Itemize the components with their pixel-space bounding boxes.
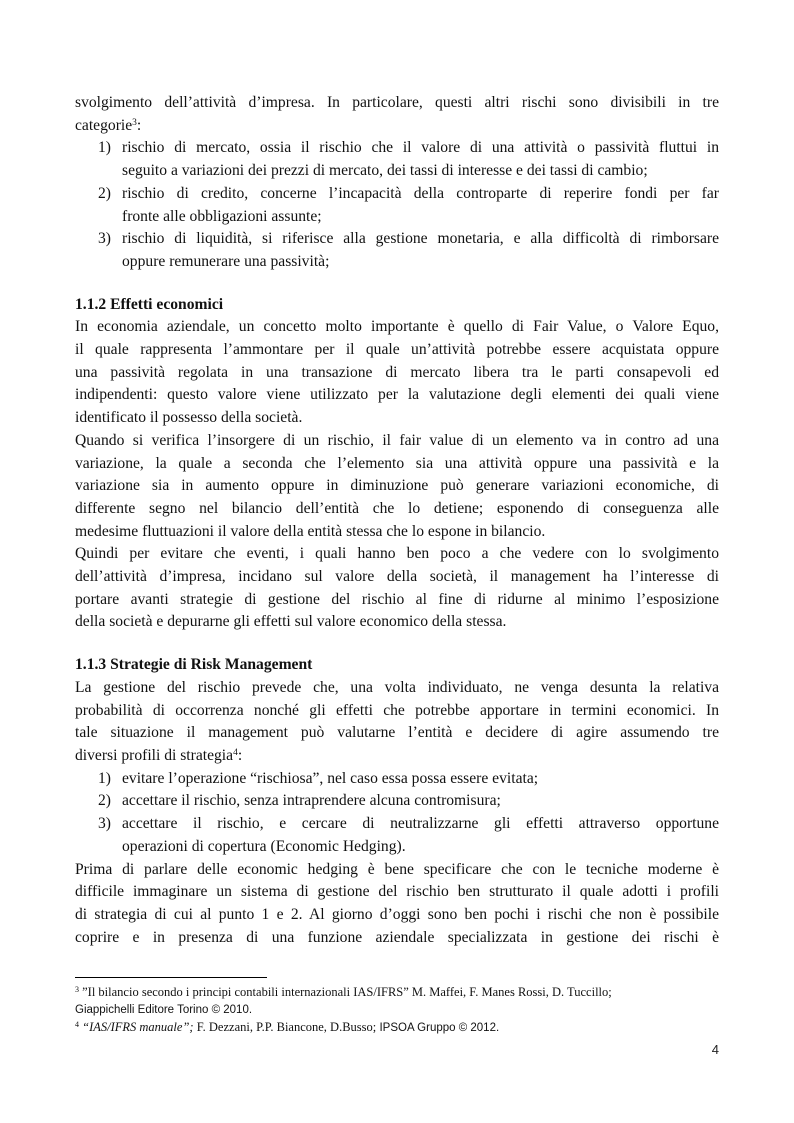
text-line: una passività regolata in una transazione di mercato libera tra le parti consapevoli ed (75, 363, 719, 381)
text-line: evitare l’operazione “rischiosa”, nel caso essa possa essere evitata; (122, 769, 539, 787)
text-line: Quindi per evitare che eventi, i quali hanno ben poco a che vedere con lo svolgimento (75, 545, 719, 563)
text-line (75, 745, 719, 768)
text-line: seguito a variazioni dei prezzi di mercato, dei tassi di interesse e dei tassi di cambio; (122, 162, 648, 180)
list-item (75, 183, 719, 228)
text-line: oppure remunerare una passività; (122, 252, 330, 270)
footnote-text: F. Dezzani, P.P. Biancone, D.Busso; (193, 1020, 377, 1034)
list-item (75, 228, 719, 273)
text-line: accettare il rischio, e cercare di neutralizzarne gli effetti attraverso opportune (122, 815, 719, 833)
text-line: di strategia di cui al punto 1 e 2. Al giorno d’oggi sono ben pochi i rischi che non è possibile (75, 905, 719, 923)
footnotes (75, 977, 719, 1037)
section-heading-1-1-2: 1.1.2 Effetti economici (75, 295, 224, 313)
intro-paragraph (75, 92, 719, 137)
footnote-ref-4[interactable]: 4 (233, 747, 238, 758)
text-line: difficile immaginare un sistema di gestione del rischio ben strutturato il quale adotti i profili (75, 883, 719, 901)
footnote-ref-3[interactable]: 3 (132, 117, 137, 128)
spacer (75, 634, 719, 654)
list-item (75, 137, 719, 182)
footnote-separator (75, 977, 267, 978)
text-line: Quando si verifica l’insorgere di un rischio, il fair value di un elemento va in contro ad una (75, 431, 719, 449)
list-number: 1) (98, 769, 111, 787)
footnote-text: IPSOA Gruppo © 2012. (376, 1022, 500, 1034)
paragraph (75, 859, 719, 950)
text-line: tale situazione il management può valutarne l’entità e decidere di agire assumendo tre (75, 724, 719, 742)
footnote-3 (75, 984, 719, 1019)
spacer (75, 274, 719, 294)
text-line: accettare il rischio, senza intraprendere alcuna contromisura; (122, 792, 501, 810)
text-span: : (136, 116, 142, 134)
paragraph (75, 543, 719, 634)
footnote-title: “IAS/IFRS manuale”; (82, 1020, 194, 1034)
footnote-4 (75, 1019, 719, 1037)
paragraph (75, 677, 719, 768)
text-line: In economia aziendale, un concetto molto importante è quello di Fair Value, o Valore Equo, (75, 318, 719, 336)
footnote-marker: 4 (75, 1020, 79, 1029)
text-line: La gestione del rischio prevede che, una volta individuato, ne venga desunta la relativa (75, 678, 719, 696)
list-number: 3) (98, 815, 111, 833)
text-line: rischio di liquidità, si riferisce alla gestione monetaria, e alla difficoltà di rimborsare (122, 230, 719, 248)
text-line: il quale rappresenta l’ammontare per il quale un’attività potrebbe essere acquistata oppure (75, 341, 719, 359)
text-line: Prima di parlare delle economic hedging è bene specificare che con le tecniche moderne è (75, 860, 719, 878)
footnote-marker: 3 (75, 985, 79, 994)
risk-list (75, 137, 719, 273)
text-line: rischio di mercato, ossia il rischio che il valore di una attività o passività fluttui in (122, 139, 719, 157)
paragraph (75, 316, 719, 430)
list-number: 2) (98, 184, 111, 202)
page-body (75, 92, 719, 949)
list-number: 2) (98, 792, 111, 810)
text-line: indipendenti: questo valore viene utilizzato per la valutazione degli elementi dei quali viene (75, 386, 719, 404)
paragraph (75, 430, 719, 544)
text-line: identificato il possesso della società. (75, 409, 303, 427)
section-heading-1-1-3: 1.1.3 Strategie di Risk Management (75, 656, 313, 674)
footnote-text: Giappichelli Editore Torino © 2010. (75, 1004, 253, 1016)
text-line: operazioni di copertura (Economic Hedging). (122, 837, 406, 855)
text-line (75, 115, 719, 138)
list-item (75, 768, 719, 791)
text-line: medesime fluttuazioni il valore della entità stessa che lo espone in bilancio. (75, 522, 546, 540)
page-number: 4 (711, 1042, 719, 1057)
text-span: categorie (75, 116, 133, 134)
text-line: della società e depurarne gli effetti sul valore economico della stessa. (75, 613, 507, 631)
text-line: coprire e in presenza di una funzione aziendale specializzata in gestione dei rischi è (75, 928, 719, 946)
text-line: svolgimento dell’attività d’impresa. In particolare, questi altri rischi sono divisibili in tre (75, 94, 719, 111)
list-item (75, 790, 719, 813)
text-line: portare avanti strategie di gestione del rischio al fine di ridurne al minimo l’esposizione (75, 590, 719, 608)
text-span: diversi profili di strategia (75, 746, 234, 764)
list-item (75, 813, 719, 858)
text-span: : (237, 746, 243, 764)
text-line: variazione, la quale a seconda che l’elemento sia una attività oppure una passività e la (75, 454, 719, 472)
text-line: dell’attività d’impresa, incidano sul valore della società, il management ha l’interesse di (75, 568, 719, 586)
text-line: rischio di credito, concerne l’incapacità della controparte di reperire fondi per far (122, 184, 719, 202)
list-number: 1) (98, 139, 111, 157)
list-number: 3) (98, 230, 111, 248)
footnote-text: ”Il bilancio secondo i principi contabili internazionali IAS/IFRS” M. Maffei, F. Manes Rossi, D. Tuccillo; (82, 985, 612, 999)
text-line: fronte alle obbligazioni assunte; (122, 207, 322, 225)
strategy-list (75, 768, 719, 859)
text-line: differente segno nel bilancio dell’entità che lo detiene; esponendo di conseguenza alle (75, 499, 719, 517)
text-line: variazione sia in aumento oppure in diminuzione può generare variazioni economiche, di (75, 477, 719, 495)
text-line: probabilità di occorrenza nonché gli effetti che potrebbe apportare in termini economici. In (75, 701, 719, 719)
